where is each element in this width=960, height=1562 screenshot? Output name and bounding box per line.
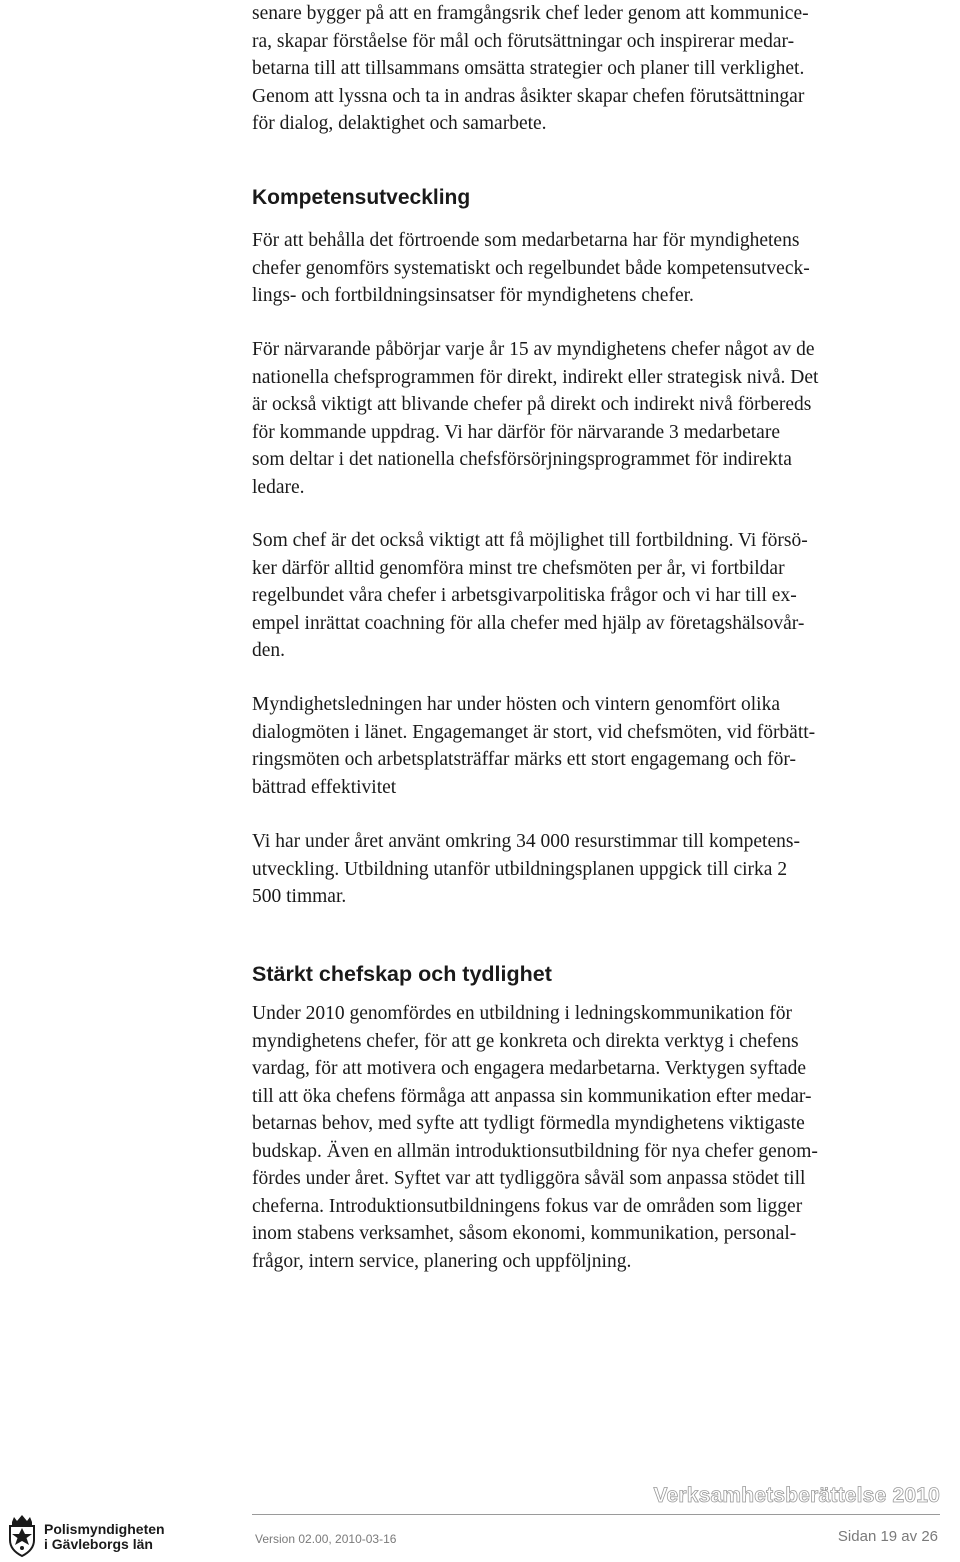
text-line: betarna till att tillsammans omsätta strategier och planer till verklighet. [252, 58, 805, 79]
text-line: fördes under året. Syftet var att tydliggöra såväl som anpassa stödet till [252, 1168, 806, 1189]
text-line: senare bygger på att en framgångsrik chef leder genom att kommunice- [252, 3, 809, 24]
text-line: Som chef är det också viktigt att få möjlighet till fortbildning. Vi försö- [252, 530, 808, 551]
footer-version: Version 02.00, 2010-03-16 [255, 1532, 397, 1546]
text-line: ledare. [252, 476, 305, 498]
text-line: Genom att lyssna och ta in andras åsikter skapar chefen förutsättningar [252, 85, 805, 107]
paragraph [252, 336, 818, 501]
text-line: bättrad effektivitet [252, 776, 397, 798]
logo-text-line2: i Gävleborgs län [44, 1536, 153, 1552]
paragraph [252, 691, 815, 801]
text-line: är också viktigt att blivande chefer på direkt och indirekt nivå förbereds [252, 394, 812, 415]
text-line: frågor, intern service, planering och uppföljning. [252, 1250, 632, 1272]
text-line: dialogmöten i länet. Engagemanget är stort, vid chefsmöten, vid förbätt- [252, 721, 816, 743]
logo-text-line1: Polismyndigheten [44, 1521, 165, 1537]
text-line: ra, skapar förståelse för mål och förutsättningar och inspirerar medar- [252, 30, 795, 52]
paragraph [252, 227, 810, 310]
text-line: betarnas behov, med syfte att tydligt förmedla myndighetens viktigaste [252, 1113, 805, 1134]
text-line: till att öka chefens förmåga att anpassa sin kommunikation efter medar- [252, 1085, 812, 1107]
footer-divider [252, 1514, 940, 1515]
police-emblem-icon [4, 1514, 40, 1558]
footer-document-title: Verksamhetsberättelse 2010 [653, 1484, 940, 1507]
text-line: empel inrättat coachning för alla chefer med hjälp av företagshälsovår- [252, 612, 805, 634]
section-heading-kompetensutveckling: Kompetensutveckling [252, 186, 471, 209]
logo-wordmark [44, 1522, 165, 1552]
footer-page-number: Sidan 19 av 26 [837, 1528, 938, 1545]
text-line: ker därför alltid genomföra minst tre chefsmöten per år, vi fortbildar [252, 557, 785, 579]
text-line: för dialog, delaktighet och samarbete. [252, 113, 547, 134]
intro-paragraph [252, 0, 809, 138]
text-line: utveckling. Utbildning utanför utbildningsplanen uppgick till cirka 2 [252, 858, 788, 880]
paragraph [252, 527, 808, 665]
text-line: nationella chefsprogrammen för direkt, indirekt eller strategisk nivå. Det [252, 366, 819, 388]
text-line: myndighetens chefer, för att ge konkreta och direkta verktyg i chefens [252, 1030, 799, 1052]
paragraph [252, 828, 800, 911]
text-line: cheferna. Introduktionsutbildningens fokus var de områden som ligger [252, 1195, 803, 1217]
text-line: regelbundet våra chefer i arbetsgivarpolitiska frågor och vi har till ex- [252, 585, 797, 606]
text-line: 500 timmar. [252, 886, 347, 907]
text-line: ringsmöten och arbetsplatsträffar märks ett stort engagemang och för- [252, 749, 796, 770]
text-line: lings- och fortbildningsinsatser för myndighetens chefer. [252, 285, 694, 306]
organization-logo [4, 1514, 174, 1558]
text-line: chefer genomförs systematiskt och regelbundet både kompetensutveck- [252, 257, 810, 279]
text-line: Vi har under året använt omkring 34 000 resurstimmar till kompetens- [252, 831, 800, 852]
section-heading-starkt-chefskap: Stärkt chefskap och tydlighet [252, 962, 552, 986]
text-line: Under 2010 genomfördes en utbildning i ledningskommunikation för [252, 1003, 792, 1024]
text-line: Myndighetsledningen har under hösten och vintern genomfört olika [252, 694, 781, 715]
text-line: budskap. Även en allmän introduktionsutbildning för nya chefer genom- [252, 1140, 818, 1162]
text-line: inom stabens verksamhet, såsom ekonomi, kommunikation, personal- [252, 1223, 797, 1244]
text-line: den. [252, 640, 286, 661]
text-line: för kommande uppdrag. Vi har därför för närvarande 3 medarbetare [252, 421, 780, 443]
text-line: som deltar i det nationella chefsförsörjningsprogrammet för indirekta [252, 449, 792, 470]
text-line: För att behålla det förtroende som medarbetarna har för myndighetens [252, 230, 800, 251]
text-line: vardag, för att motivera och engagera medarbetarna. Verktygen syftade [252, 1058, 807, 1079]
paragraph [252, 1000, 818, 1275]
text-line: För närvarande påbörjar varje år 15 av myndighetens chefer något av de [252, 339, 815, 360]
